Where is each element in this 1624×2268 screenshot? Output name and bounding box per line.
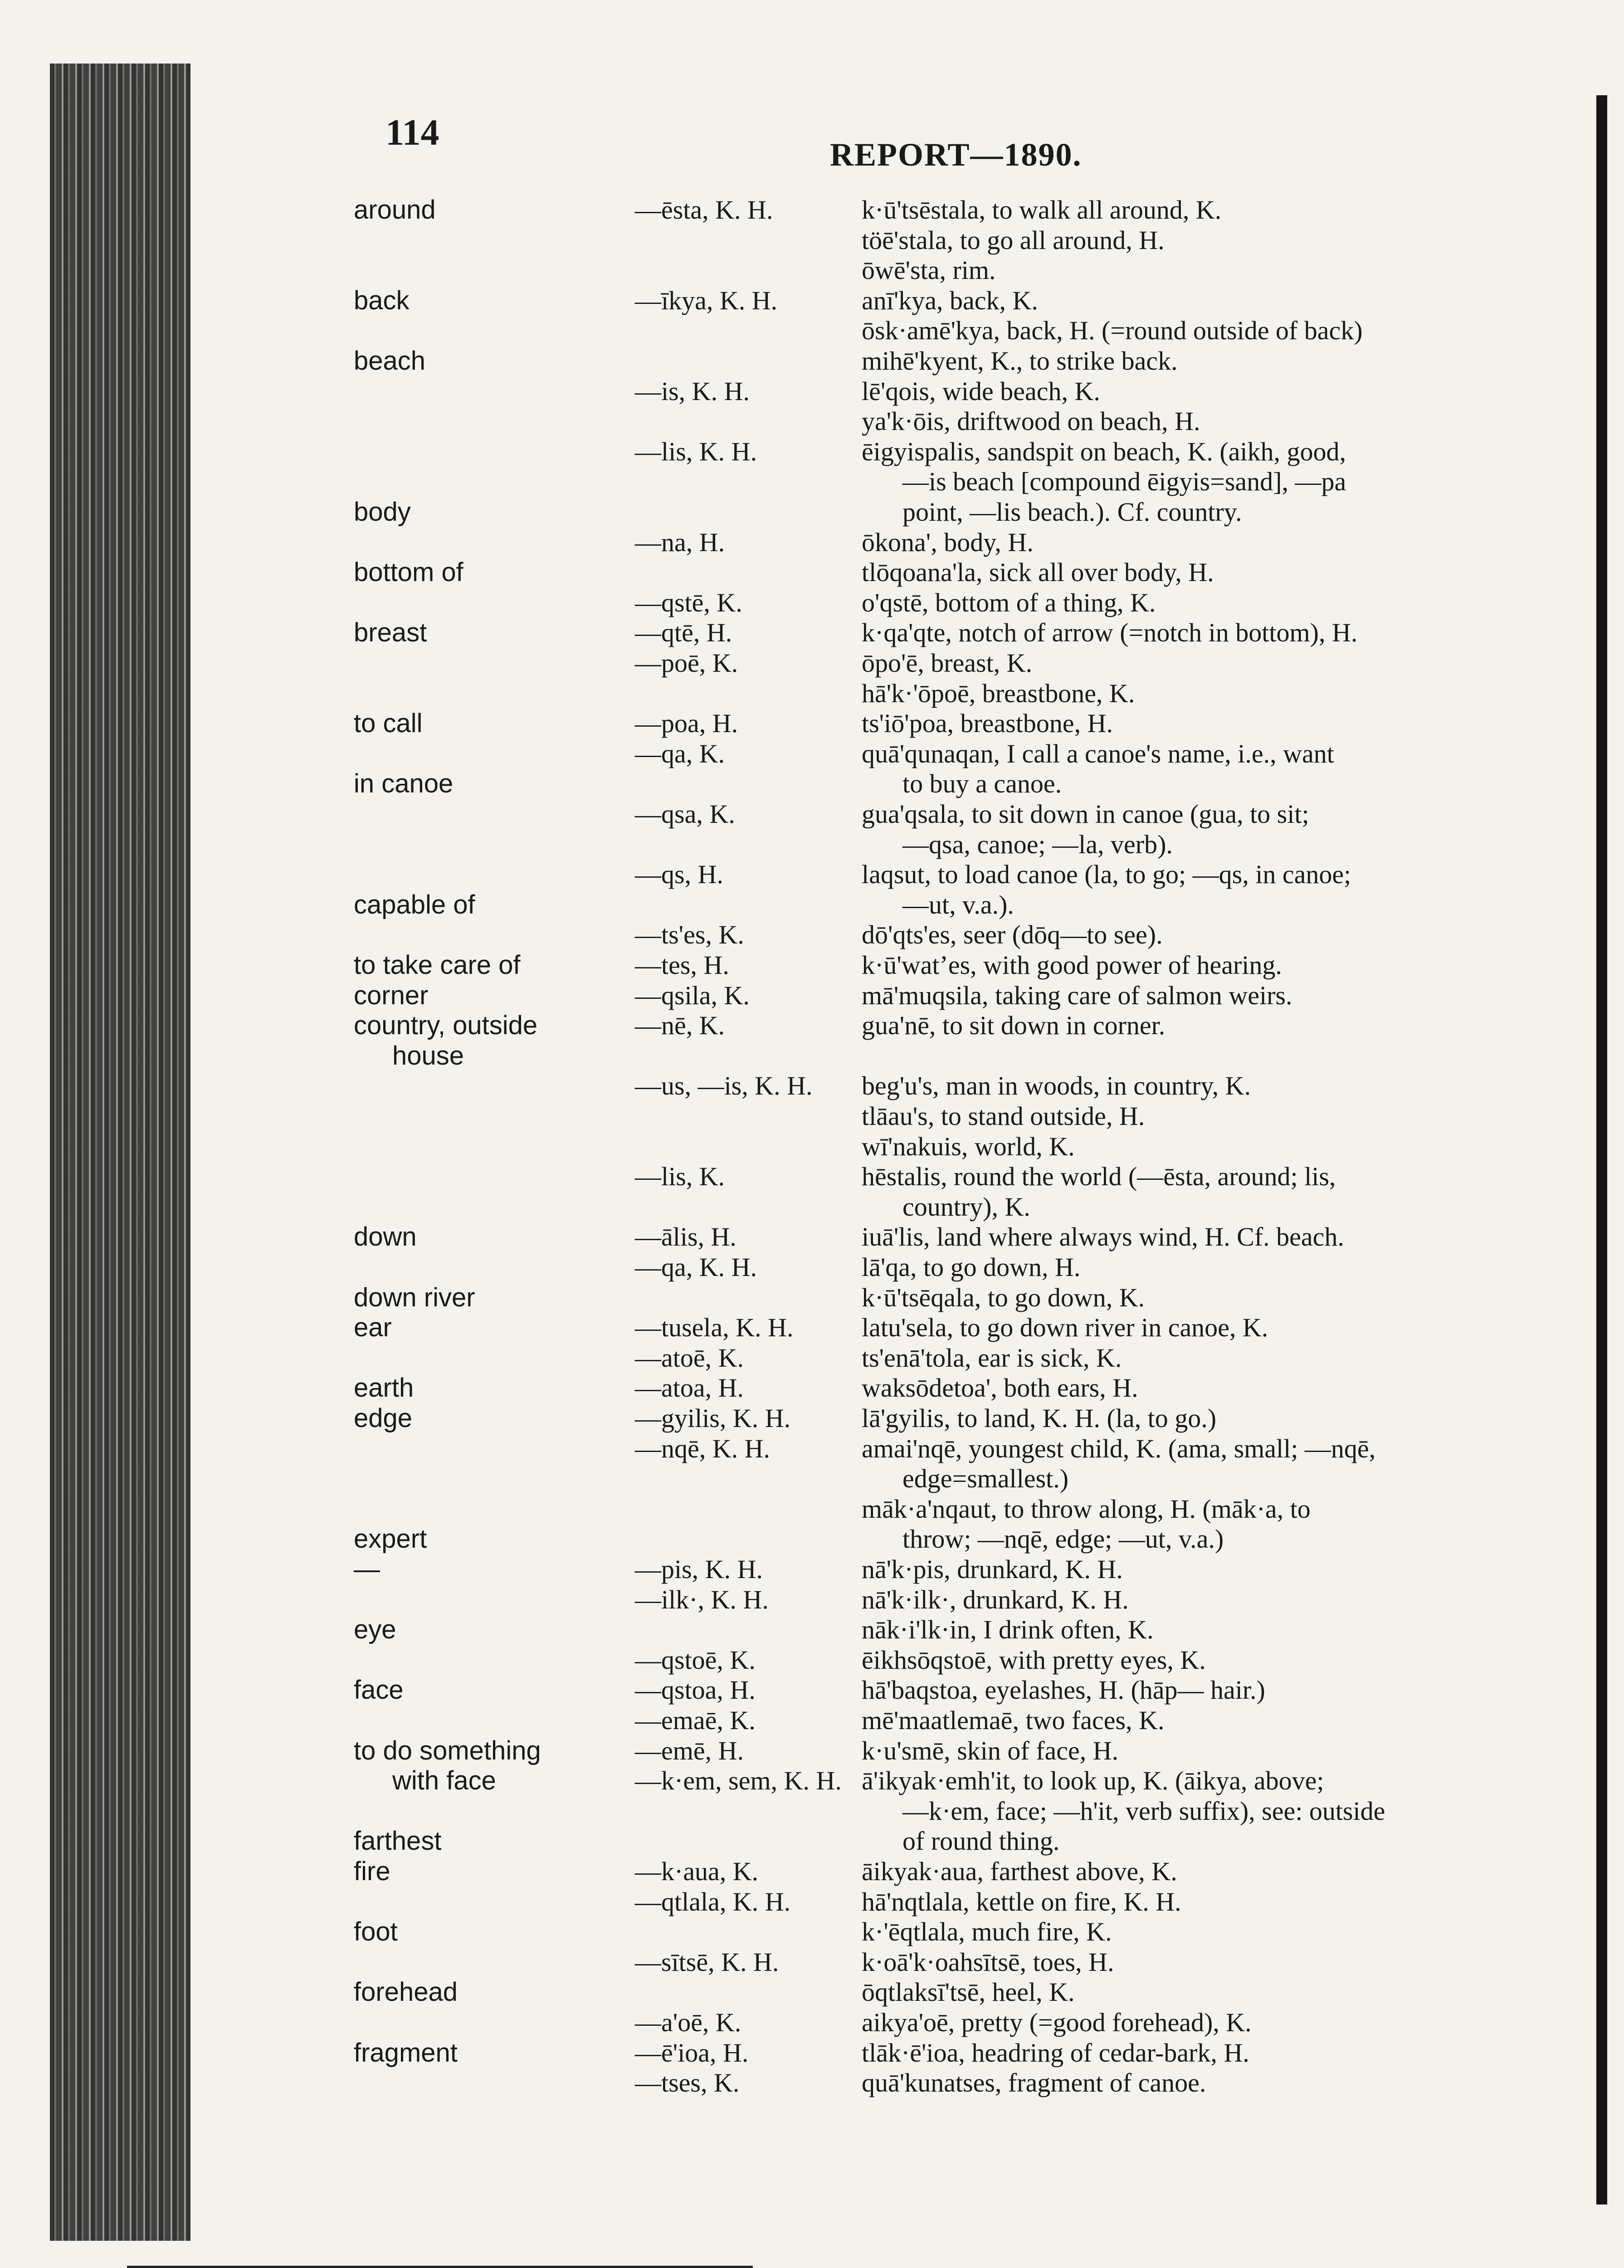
entry-example: point, —lis beach.). Cf. country. [902, 497, 1242, 527]
entry-suffix: —emaē, K. [635, 1706, 756, 1735]
entry-suffix: —atoē, K. [635, 1343, 744, 1373]
entry-suffix: —qsa, K. [635, 799, 735, 829]
entry-example: ēigyispalis, sandspit on beach, K. (aikh, good, [862, 436, 1346, 466]
entry-example: gua'nē, to sit down in corner. [862, 1011, 1166, 1041]
entry-example: lā'gyilis, to land, K. H. (la, to go.) [862, 1403, 1217, 1433]
entry-term: expert [354, 1524, 427, 1554]
entry-example: laqsut, to load canoe (la, to go; —qs, in canoe; [862, 860, 1351, 890]
entry-example: quā'qunaqan, I call a canoe's name, i.e., want [862, 738, 1334, 768]
entry-example: k·u'smē, skin of face, H. [862, 1735, 1119, 1765]
entry-suffix: —ē'ioa, H. [635, 2038, 749, 2068]
entry-example: āikyak·aua, farthest above, K. [862, 1857, 1177, 1886]
entry-term: back [354, 285, 410, 315]
entry-term: to do something [354, 1735, 541, 1765]
entry-suffix: —nqē, K. H. [635, 1433, 771, 1463]
entry-example: k·'ēqtlala, much fire, K. [862, 1917, 1112, 1947]
running-head: REPORT—1890. [830, 137, 1082, 173]
entry-suffix: —tes, H. [635, 950, 729, 980]
entry-term: edge [354, 1403, 413, 1433]
entry-example: töē'stala, to go all around, H. [862, 225, 1165, 255]
entry-term: to call [354, 709, 423, 738]
entry-suffix: —nē, K. [635, 1011, 725, 1041]
entry-example: hā'k·'ōpoē, breastbone, K. [862, 678, 1135, 708]
entry-example: nā'k·ilk·, drunkard, K. H. [862, 1584, 1129, 1614]
entry-example: —ut, v.a.). [902, 890, 1014, 919]
entry-suffix: —emē, H. [635, 1735, 744, 1765]
entry-example: iuā'lis, land where always wind, H. Cf. beach. [862, 1222, 1344, 1252]
entry-suffix: —qsila, K. [635, 980, 750, 1010]
entry-example: k·oā'k·oahsītsē, toes, H. [862, 1947, 1114, 1977]
entry-example: beg'u's, man in woods, in country, K. [862, 1071, 1251, 1101]
entry-suffix: —qstoa, H. [635, 1675, 756, 1705]
entry-example: mē'maatlemaē, two faces, K. [862, 1706, 1165, 1735]
entry-example: k·ū'tsēstala, to walk all around, K. [862, 195, 1222, 225]
entry-suffix: —qtē, H. [635, 618, 732, 648]
entry-term: beach [354, 346, 426, 376]
entry-term: bottom of [354, 557, 463, 587]
entry-suffix: —ālis, H. [635, 1222, 736, 1252]
entry-example: latu'sela, to go down river in canoe, K. [862, 1313, 1268, 1343]
entry-example: hā'nqtlala, kettle on fire, K. H. [862, 1887, 1181, 1916]
entry-suffix: —pis, K. H. [635, 1554, 763, 1584]
entry-suffix: —lis, K. [635, 1162, 725, 1192]
entry-example: wī'nakuis, world, K. [862, 1131, 1075, 1161]
entry-term: fire [354, 1857, 390, 1886]
entry-term: fragment [354, 2038, 458, 2068]
entry-suffix: —ilk·, K. H. [635, 1584, 769, 1614]
entry-term: down [354, 1222, 417, 1252]
entry-example: mā'muqsila, taking care of salmon weirs. [862, 980, 1292, 1010]
entry-example: anī'kya, back, K. [862, 285, 1038, 315]
entry-example: amai'nqē, youngest child, K. (ama, small; —nqē, [862, 1433, 1376, 1463]
entry-example: ts'iō'poa, breastbone, H. [862, 709, 1113, 738]
entry-term: corner [354, 980, 429, 1010]
entry-example: k·ū'watʼes, with good power of hearing. [862, 950, 1282, 980]
entry-term: foot [354, 1917, 398, 1947]
entry-example: mihē'kyent, K., to strike back. [862, 346, 1178, 376]
entry-suffix: —na, H. [635, 527, 725, 557]
entry-suffix: —poē, K. [635, 648, 738, 678]
entry-example: to buy a canoe. [902, 769, 1062, 799]
entry-example: ōqtlaksī'tsē, heel, K. [862, 1977, 1075, 2007]
entry-suffix: —ēsta, K. H. [635, 195, 773, 225]
entry-term: with face [392, 1766, 496, 1796]
entry-suffix: —sītsē, K. H. [635, 1947, 779, 1977]
entry-example: hēstalis, round the world (—ēsta, around; lis, [862, 1162, 1336, 1192]
entry-example: k·qa'qte, notch of arrow (=notch in bottom), H. [862, 618, 1358, 648]
entry-example: k·ū'tsēqala, to go down, K. [862, 1282, 1145, 1312]
entry-example: nā'k·pis, drunkard, K. H. [862, 1554, 1123, 1584]
entry-suffix: —gyilis, K. H. [635, 1403, 791, 1433]
entry-example: dō'qts'es, seer (dōq—to see). [862, 920, 1163, 950]
entry-example: ōpo'ē, breast, K. [862, 648, 1033, 678]
entry-example: ts'enā'tola, ear is sick, K. [862, 1343, 1122, 1373]
entry-example: ōsk·amē'kya, back, H. (=round outside of back) [862, 316, 1363, 346]
entry-term: body [354, 497, 411, 527]
entry-example: —k·em, face; —h'it, verb suffix), see: outside [902, 1796, 1385, 1826]
entry-example: aikya'oē, pretty (=good forehead), K. [862, 2008, 1252, 2037]
entry-term: country, outside [354, 1011, 538, 1041]
entry-term: down river [354, 1282, 475, 1312]
entry-example: ya'k·ōis, driftwood on beach, H. [862, 406, 1200, 436]
entry-term: farthest [354, 1826, 442, 1856]
entry-suffix: —tses, K. [635, 2068, 740, 2098]
entry-example: ā'ikyak·emh'it, to look up, K. (āikya, above; [862, 1766, 1324, 1796]
entry-suffix: —qa, K. [635, 738, 725, 768]
entry-suffix: —k·aua, K. [635, 1857, 759, 1886]
entry-example: tlōqoana'la, sick all over body, H. [862, 557, 1214, 587]
entry-suffix: —atoa, H. [635, 1373, 744, 1403]
entry-term: capable of [354, 890, 475, 919]
entry-example: country), K. [902, 1192, 1030, 1222]
entry-term: — [354, 1554, 380, 1584]
entry-example: ōkona', body, H. [862, 527, 1034, 557]
entry-suffix: —a'oē, K. [635, 2008, 741, 2037]
entry-example: nāk·i'lk·in, I drink often, K. [862, 1615, 1154, 1645]
entry-term: house [392, 1041, 464, 1070]
entry-term: around [354, 195, 436, 225]
entry-example: throw; —nqē, edge; —ut, v.a.) [902, 1524, 1224, 1554]
entry-term: ear [354, 1313, 392, 1343]
entry-example: o'qstē, bottom of a thing, K. [862, 587, 1156, 617]
entry-example: tlāk·ē'ioa, headring of cedar-bark, H. [862, 2038, 1249, 2068]
entry-term: forehead [354, 1977, 458, 2007]
entry-term: to take care of [354, 950, 521, 980]
entry-suffix: —lis, K. H. [635, 436, 757, 466]
entry-suffix: —īkya, K. H. [635, 285, 778, 315]
entry-suffix: —us, —is, K. H. [635, 1071, 813, 1101]
entry-example: ōwē'sta, rim. [862, 255, 996, 285]
entry-term: earth [354, 1373, 414, 1403]
entry-suffix: —tusela, K. H. [635, 1313, 794, 1343]
entry-suffix: —ts'es, K. [635, 920, 744, 950]
entry-example: tlāau's, to stand outside, H. [862, 1101, 1145, 1131]
entry-example: ēikhsōqstoē, with pretty eyes, K. [862, 1645, 1206, 1675]
entry-example: of round thing. [902, 1826, 1060, 1856]
entry-example: waksōdetoa', both ears, H. [862, 1373, 1138, 1403]
entry-suffix: —k·em, sem, K. H. [635, 1766, 842, 1796]
entry-example: quā'kunatses, fragment of canoe. [862, 2068, 1206, 2098]
entry-suffix: —qa, K. H. [635, 1252, 757, 1282]
entry-example: —qsa, canoe; —la, verb). [902, 829, 1173, 859]
entry-suffix: —poa, H. [635, 709, 738, 738]
entry-example: edge=smallest.) [902, 1464, 1069, 1494]
entry-example: lā'qa, to go down, H. [862, 1252, 1081, 1282]
entry-suffix: —is, K. H. [635, 376, 750, 406]
entry-example: hā'baqstoa, eyelashes, H. (hāp— hair.) [862, 1675, 1265, 1705]
entry-suffix: —qstoē, K. [635, 1645, 756, 1675]
entry-term: breast [354, 618, 427, 648]
entry-term: in canoe [354, 769, 454, 799]
entry-term: face [354, 1675, 404, 1705]
entry-suffix: —qtlala, K. H. [635, 1887, 791, 1916]
page-number: 114 [385, 112, 439, 153]
entry-example: māk·a'nqaut, to throw along, H. (māk·a, to [862, 1494, 1311, 1524]
entry-term: eye [354, 1615, 396, 1645]
entry-example: —is beach [compound ēigyis=sand], —pa [902, 467, 1346, 497]
entry-example: gua'qsala, to sit down in canoe (gua, to sit; [862, 799, 1309, 829]
entry-suffix: —qstē, K. [635, 587, 742, 617]
entry-example: lē'qois, wide beach, K. [862, 376, 1100, 406]
entry-suffix: —qs, H. [635, 860, 723, 890]
